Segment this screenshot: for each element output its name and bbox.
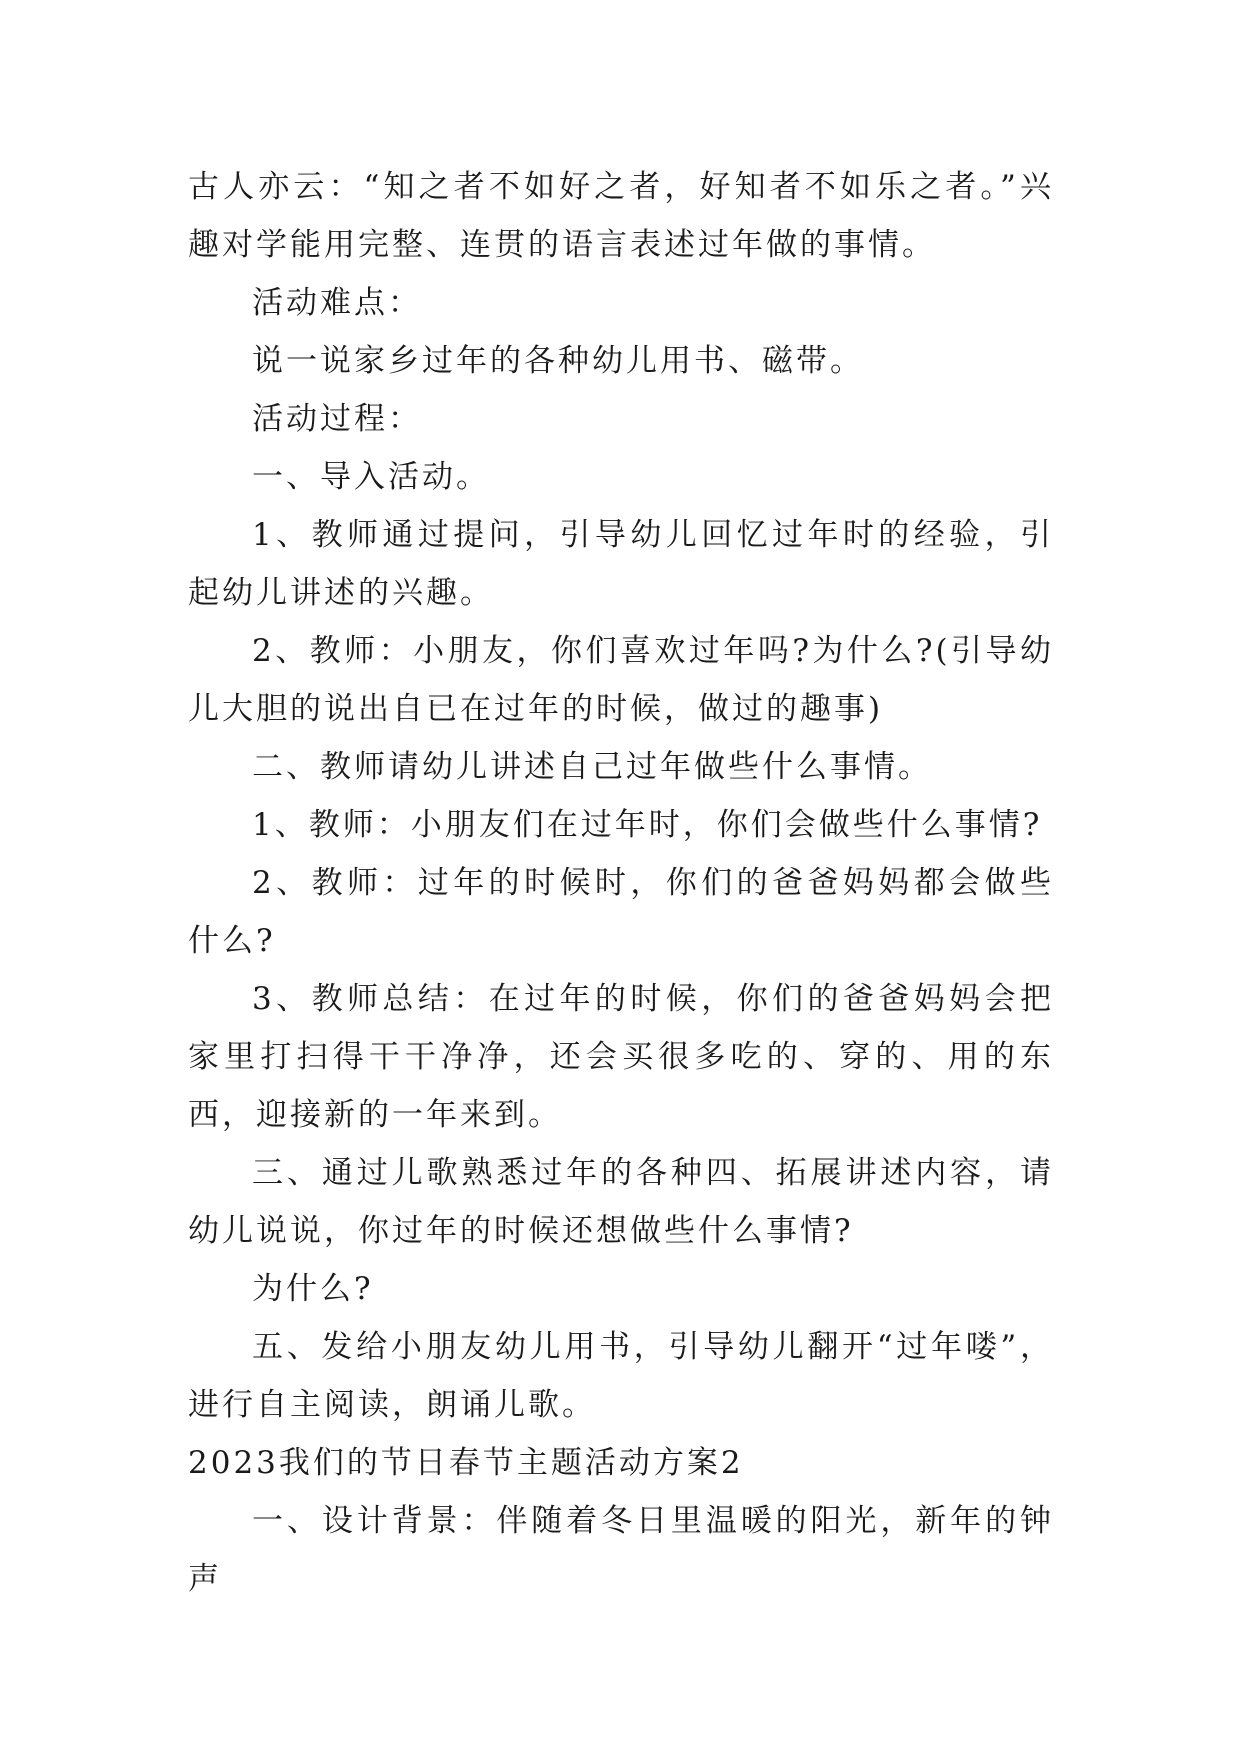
paragraph-step-three: 三、通过儿歌熟悉过年的各种四、拓展讲述内容，请幼儿说说，你过年的时候还想做些什么事情? — [188, 1155, 1054, 1249]
paragraph-activity-difficulty: 说一说家乡过年的各种幼儿用书、磁带。 — [252, 343, 864, 379]
paragraph-activity-difficulty-label: 活动难点： — [252, 285, 422, 321]
paragraph-step-five: 五、发给小朋友幼儿用书，引导幼儿翻开“过年喽”，进行自主阅读，朗诵儿歌。 — [188, 1329, 1054, 1423]
paragraph-step-one: 一、导入活动。 — [252, 459, 490, 495]
paragraph-step-two-item-3: 3、教师总结：在过年的时候，你们的爸爸妈妈会把家里打扫得干干净净，还会买很多吃的、穿的、用的东西，迎接新的一年来到。 — [188, 981, 1054, 1133]
paragraph-step-two-item-1: 1、教师：小朋友们在过年时，你们会做些什么事情? — [252, 807, 1043, 843]
document-body — [188, 158, 1054, 1608]
paragraph-step-one-item-2: 2、教师：小朋友，你们喜欢过年吗?为什么?(引导幼儿大胆的说出自已在过年的时候，做过的趣事) — [188, 633, 1054, 727]
paragraph-why: 为什么? — [252, 1271, 374, 1307]
paragraph-design-background: 一、设计背景：伴随着冬日里温暖的阳光，新年的钟声 — [188, 1503, 1054, 1597]
paragraph-step-two: 二、教师请幼儿讲述自己过年做些什么事情。 — [252, 749, 932, 785]
paragraph-activity-process-label: 活动过程： — [252, 401, 422, 437]
paragraph-interest: 古人亦云：“知之者不如好之者，好知者不如乐之者。”兴趣对学能用完整、连贯的语言表述过年做的事情。 — [188, 169, 1054, 263]
paragraph-step-two-item-2: 2、教师：过年的时候时，你们的爸爸妈妈都会做些什么? — [188, 865, 1054, 959]
section-title: 2023我们的节日春节主题活动方案2 — [188, 1445, 744, 1481]
paragraph-step-one-item-1: 1、教师通过提问，引导幼儿回忆过年时的经验，引起幼儿讲述的兴趣。 — [188, 517, 1054, 611]
